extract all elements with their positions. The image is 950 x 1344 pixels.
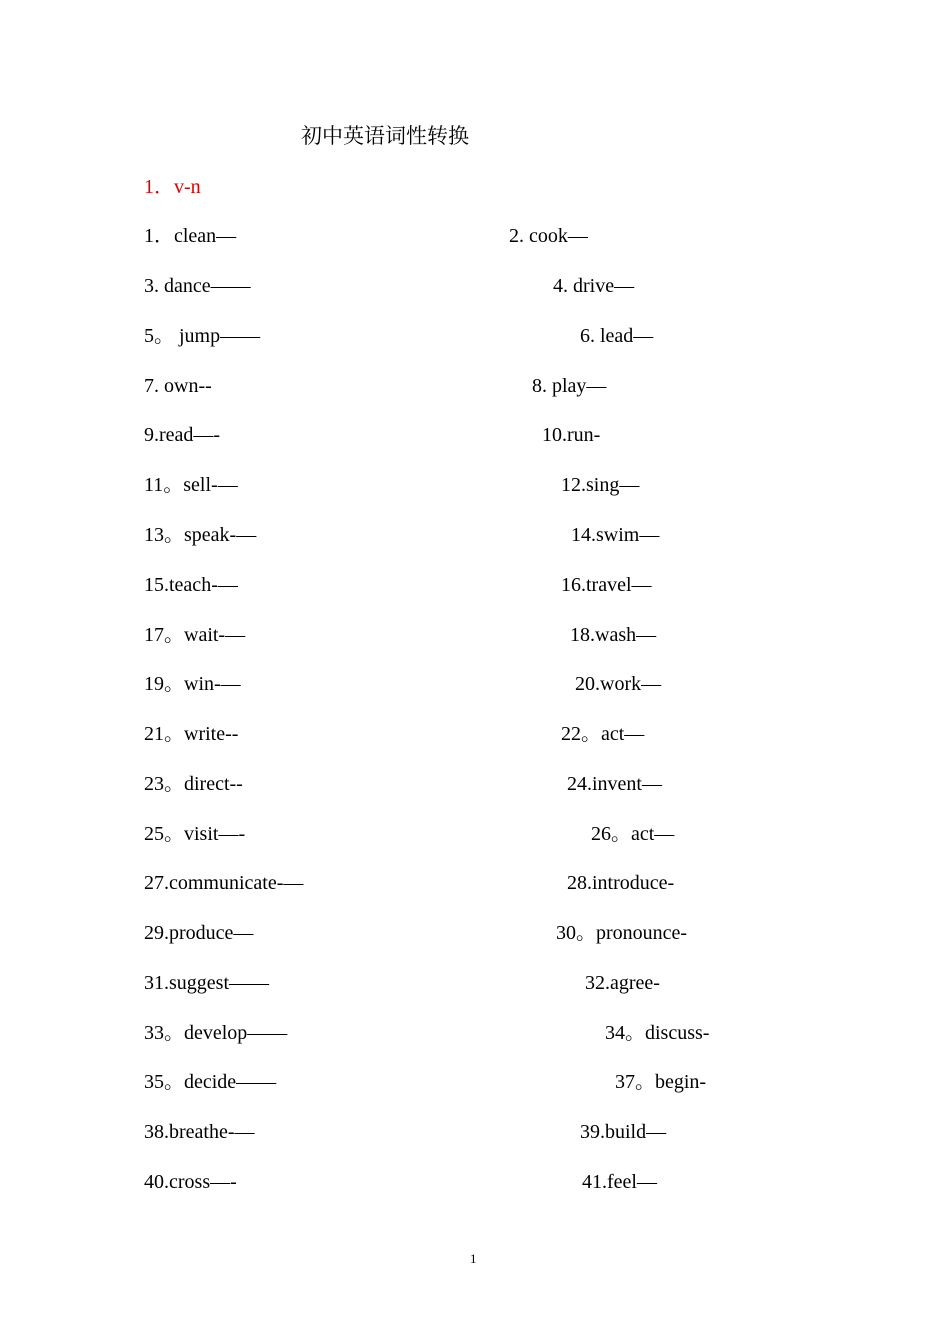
word-item: 3. dance—— <box>144 275 251 297</box>
word-item: 19。win-— <box>144 673 241 695</box>
word-item: 31.suggest—— <box>144 972 269 994</box>
word-item: 14.swim— <box>571 524 660 546</box>
word-item: 33。develop—— <box>144 1022 288 1044</box>
word-item: 24.invent— <box>567 773 662 795</box>
word-item: 34。discuss- <box>605 1022 710 1044</box>
word-item: 27.communicate-— <box>144 872 304 894</box>
word-item: 4. drive— <box>553 275 635 297</box>
word-item: 12.sing— <box>561 474 640 496</box>
word-item: 22。act— <box>561 723 645 745</box>
word-item: 38.breathe-— <box>144 1121 255 1143</box>
word-item: 21。write-- <box>144 723 239 745</box>
word-item: 41.feel— <box>582 1171 657 1193</box>
word-item: 5。 jump—— <box>144 325 261 347</box>
page-number: 1 <box>470 1251 477 1266</box>
word-item: 20.work— <box>575 673 662 695</box>
word-item: 15.teach-— <box>144 574 238 596</box>
word-item: 23。direct-- <box>144 773 243 795</box>
word-item: 7. own-- <box>144 375 212 397</box>
word-item: 32.agree- <box>585 972 660 994</box>
word-item: 29.produce— <box>144 922 254 944</box>
word-item: 17。wait-— <box>144 624 246 646</box>
section-heading: 1．v-n <box>144 176 201 198</box>
page-title: 初中英语词性转换 <box>301 124 469 148</box>
word-item: 30。pronounce- <box>556 922 688 944</box>
word-item: 1．clean— <box>144 225 237 247</box>
word-item: 16.travel— <box>561 574 652 596</box>
word-item: 18.wash— <box>570 624 657 646</box>
word-item: 28.introduce- <box>567 872 675 894</box>
word-item: 10.run- <box>542 424 601 446</box>
word-item: 8. play— <box>532 375 607 397</box>
word-item: 35。decide—— <box>144 1071 277 1093</box>
word-item: 40.cross—- <box>144 1171 237 1193</box>
word-item: 25。visit—- <box>144 823 246 845</box>
word-item: 6. lead— <box>580 325 654 347</box>
word-item: 37。begin- <box>615 1071 707 1093</box>
word-item: 2. cook— <box>509 225 588 247</box>
word-item: 26。act— <box>591 823 675 845</box>
word-item: 11。sell-— <box>144 474 238 496</box>
word-item: 9.read—- <box>144 424 221 446</box>
word-item: 39.build— <box>580 1121 667 1143</box>
word-item: 13。speak-— <box>144 524 257 546</box>
